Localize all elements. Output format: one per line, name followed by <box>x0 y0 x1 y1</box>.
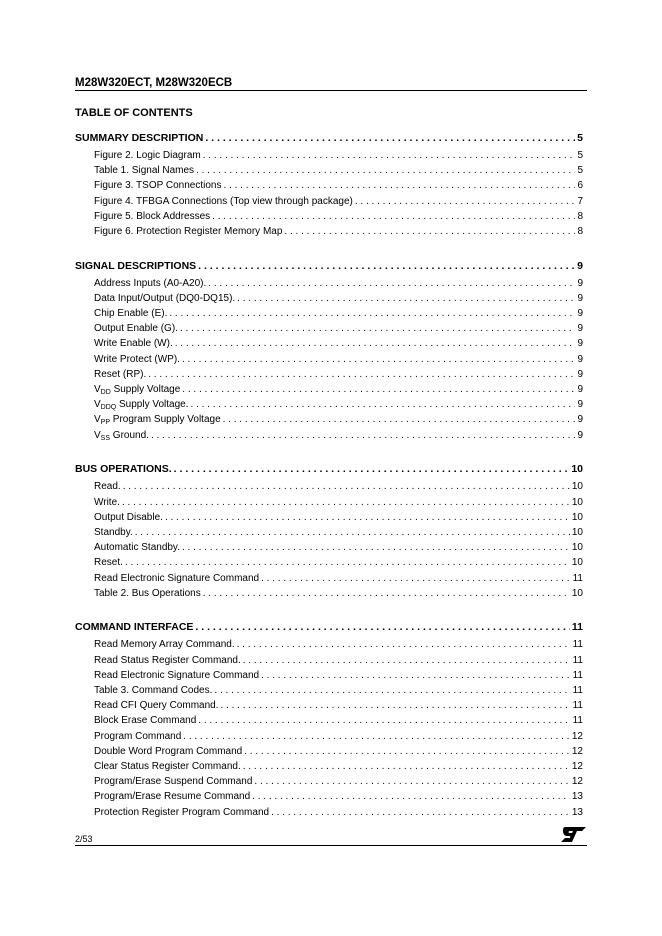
dot-leader <box>261 573 571 584</box>
toc-entry-label-subscript: SS <box>100 434 111 442</box>
toc-section-title: SUMMARY DESCRIPTION <box>75 132 204 144</box>
toc-page-number: 5 <box>577 150 583 161</box>
toc-entry[interactable] <box>75 512 583 527</box>
toc-entry[interactable] <box>75 715 583 730</box>
dot-leader <box>243 655 571 666</box>
document-title: M28W320ECT, M28W320ECB <box>75 77 233 89</box>
toc-entry-label <box>94 384 180 396</box>
toc-page-number: 11 <box>572 669 583 681</box>
toc-entry-label-subscript: DD <box>100 389 111 397</box>
toc-entry[interactable] <box>75 670 583 685</box>
toc-entry-label: Read. <box>94 481 121 493</box>
toc-entry[interactable] <box>75 278 583 293</box>
toc-entry[interactable] <box>75 481 583 496</box>
dot-leader <box>182 384 575 395</box>
toc-section <box>75 254 583 445</box>
toc-page-number: 9 <box>577 292 583 304</box>
toc-entry-label-prefix: V <box>94 429 101 441</box>
toc-page-number: 10 <box>571 463 583 476</box>
dot-leader <box>175 338 576 349</box>
toc-entry-label <box>94 430 149 442</box>
toc-entry-label: Protection Register Program Command <box>94 806 270 818</box>
dot-leader <box>165 512 570 523</box>
toc-section <box>75 126 583 241</box>
toc-entry-label-subscript: PP <box>100 419 111 427</box>
toc-entry-label: Figure 6. Protection Register Memory Map <box>94 225 283 237</box>
dot-leader <box>180 323 576 334</box>
toc-page-number: 11 <box>572 715 583 727</box>
toc-entry-label: Table 2. Bus Operations <box>94 587 201 599</box>
toc-page-number: 5 <box>577 165 583 177</box>
toc-page-number: 5 <box>577 132 583 144</box>
dot-leader <box>261 670 571 681</box>
toc-heading: TABLE OF CONTENTS <box>75 107 193 119</box>
toc-entry[interactable] <box>75 791 583 806</box>
toc-entry-label <box>94 399 189 411</box>
dot-leader <box>196 165 575 176</box>
toc-entry-label-prefix: V <box>94 414 101 426</box>
toc-entry-label: Program/Erase Suspend Command <box>94 776 253 788</box>
dot-leader <box>122 497 570 508</box>
dot-leader <box>221 700 571 711</box>
toc-page-number: 9 <box>577 368 583 380</box>
toc-page-number: 7 <box>577 195 583 207</box>
dot-leader <box>243 761 570 772</box>
toc-entry[interactable] <box>75 180 583 195</box>
toc-entry[interactable] <box>75 761 583 776</box>
toc-entry[interactable] <box>75 497 583 512</box>
toc-page-number: 8 <box>577 225 583 237</box>
toc-entry[interactable] <box>75 414 583 429</box>
table-of-contents <box>75 126 583 834</box>
toc-page-number: 12 <box>571 730 583 742</box>
toc-entry[interactable] <box>75 293 583 308</box>
toc-entry[interactable] <box>75 731 583 746</box>
toc-page-number: 10 <box>571 557 583 569</box>
toc-page-number: 6 <box>577 180 583 192</box>
toc-page-number: 11 <box>572 572 583 584</box>
toc-entry[interactable] <box>75 354 583 369</box>
toc-entry[interactable] <box>75 639 583 654</box>
toc-page-number: 9 <box>577 259 583 272</box>
toc-entry-label: Figure 5. Block Addresses <box>94 210 211 222</box>
toc-entry-label: Program/Erase Resume Command <box>94 791 251 803</box>
toc-entry-label: Chip Enable (E). <box>94 308 168 320</box>
toc-page-number: 11 <box>572 639 583 651</box>
toc-page-number: 12 <box>571 760 583 772</box>
toc-entry-label-suffix: Supply Voltage <box>110 384 181 396</box>
page-number: 2/53 <box>75 834 93 844</box>
dot-leader <box>151 430 576 441</box>
dot-leader <box>182 542 570 553</box>
toc-section-title: BUS OPERATIONS. <box>75 463 172 476</box>
toc-entry-label: Standby. <box>94 526 133 538</box>
dot-leader <box>198 715 570 726</box>
toc-entry-label-prefix: V <box>94 384 101 396</box>
toc-entry[interactable] <box>75 776 583 791</box>
toc-page-number: 12 <box>571 745 583 757</box>
dot-leader <box>203 150 576 161</box>
toc-page-number: 9 <box>577 277 583 289</box>
dot-leader <box>237 293 575 304</box>
toc-entry-label: Read CFI Query Command. <box>94 700 219 712</box>
toc-entry[interactable] <box>75 308 583 323</box>
dot-leader <box>169 308 575 319</box>
toc-page-number: 9 <box>577 338 583 350</box>
toc-page-number: 13 <box>571 806 583 818</box>
toc-page-number: 8 <box>577 210 583 222</box>
toc-page-number: 9 <box>577 323 583 335</box>
toc-entry-label: Table 3. Command Codes. <box>94 685 213 697</box>
toc-page-number: 11 <box>571 621 583 634</box>
toc-page-number: 9 <box>577 308 583 320</box>
toc-entry-label: Figure 3. TSOP Connections <box>94 180 222 192</box>
toc-entry-label: Block Erase Command <box>94 715 197 727</box>
toc-entry[interactable] <box>75 807 583 822</box>
toc-entry-label: Double Word Program Command <box>94 745 243 757</box>
dot-leader <box>205 132 575 144</box>
toc-section-entry[interactable] <box>75 126 583 150</box>
toc-entry[interactable] <box>75 226 583 241</box>
st-logo-icon <box>561 826 587 843</box>
toc-entry-label-suffix: Ground. <box>110 429 149 441</box>
dot-leader <box>203 588 570 599</box>
toc-page-number: 10 <box>571 526 583 538</box>
toc-entry[interactable] <box>75 557 583 572</box>
dot-leader <box>135 527 570 538</box>
dot-leader <box>284 226 575 237</box>
toc-page-number: 9 <box>577 353 583 365</box>
dot-leader <box>208 278 575 289</box>
toc-page-number: 9 <box>577 414 583 426</box>
toc-section <box>75 457 583 603</box>
toc-page-number: 11 <box>572 654 583 666</box>
toc-entry[interactable] <box>75 685 583 700</box>
toc-entry[interactable] <box>75 573 583 588</box>
toc-entry[interactable] <box>75 655 583 670</box>
footer-divider <box>75 845 587 846</box>
toc-entry-label: Read Memory Array Command. <box>94 639 235 651</box>
toc-entry-label: Address Inputs (A0-A20). <box>94 277 207 289</box>
toc-page-number: 10 <box>571 511 583 523</box>
dot-leader <box>191 399 576 410</box>
toc-entry-label-prefix: V <box>94 399 101 411</box>
toc-entry[interactable] <box>75 430 583 445</box>
toc-entry-label: Figure 2. Logic Diagram <box>94 150 201 161</box>
toc-entry-label: Read Status Register Command. <box>94 654 241 666</box>
toc-entry-label-subscript: DDQ <box>100 404 117 412</box>
toc-entry[interactable] <box>75 399 583 414</box>
toc-section-entry[interactable] <box>75 457 583 481</box>
toc-section-entry[interactable] <box>75 615 583 639</box>
toc-entry-label: Read Electronic Signature Command <box>94 572 260 584</box>
dot-leader <box>254 776 569 787</box>
toc-page-number: 10 <box>571 542 583 554</box>
toc-entry-label: Program Command <box>94 730 182 742</box>
toc-page-number: 9 <box>577 399 583 411</box>
dot-leader <box>252 791 570 802</box>
toc-entry[interactable] <box>75 323 583 338</box>
toc-entry-label: Automatic Standby. <box>94 542 180 554</box>
toc-entry-label: Write Protect (WP). <box>94 353 180 365</box>
toc-entry[interactable] <box>75 542 583 557</box>
toc-entry-label: Figure 4. TFBGA Connections (Top view through package) <box>94 195 353 207</box>
toc-entry[interactable] <box>75 384 583 399</box>
dot-leader <box>195 621 569 633</box>
dot-leader <box>271 807 570 818</box>
toc-section-title: COMMAND INTERFACE <box>75 621 194 634</box>
dot-leader <box>214 685 570 696</box>
dot-leader <box>174 463 570 475</box>
toc-page-number: 12 <box>571 776 583 788</box>
toc-entry-label <box>94 414 221 426</box>
dot-leader <box>183 731 570 742</box>
dot-leader <box>223 414 576 425</box>
toc-section <box>75 615 583 821</box>
dot-leader <box>125 557 570 568</box>
dot-leader <box>355 196 576 207</box>
toc-entry-label: Clear Status Register Command. <box>94 760 241 772</box>
toc-page-number: 11 <box>572 685 583 697</box>
toc-page-number: 10 <box>571 481 583 493</box>
toc-entry-label: Output Enable (G). <box>94 323 178 335</box>
toc-page-number: 9 <box>577 429 583 441</box>
toc-entry[interactable] <box>75 527 583 542</box>
toc-entry[interactable] <box>75 338 583 353</box>
dot-leader <box>212 211 575 222</box>
dot-leader <box>198 260 575 272</box>
toc-page-number: 9 <box>577 384 583 396</box>
toc-entry[interactable] <box>75 211 583 226</box>
toc-page-number: 10 <box>571 496 583 508</box>
dot-leader <box>123 481 570 492</box>
toc-section-title: SIGNAL DESCRIPTIONS <box>75 259 197 272</box>
toc-entry-label: Write. <box>94 496 120 508</box>
toc-entry-label-suffix: Supply Voltage. <box>116 399 189 411</box>
toc-entry-label: Reset (RP). <box>94 368 147 380</box>
header-divider <box>75 90 587 91</box>
toc-page-number: 11 <box>572 700 583 712</box>
toc-entry[interactable] <box>75 700 583 715</box>
dot-leader <box>237 639 571 650</box>
toc-page-number: 10 <box>571 587 583 599</box>
toc-entry-label: Table 1. Signal Names <box>94 165 195 177</box>
toc-entry-label-suffix: Program Supply Voltage <box>110 414 221 426</box>
toc-entry[interactable] <box>75 165 583 180</box>
toc-entry-label: Data Input/Output (DQ0-DQ15). <box>94 292 236 304</box>
dot-leader <box>244 746 570 757</box>
toc-entry-label: Output Disable. <box>94 511 163 523</box>
toc-entry[interactable] <box>75 369 583 384</box>
toc-entry[interactable] <box>75 150 583 165</box>
toc-entry[interactable] <box>75 746 583 761</box>
dot-leader <box>182 354 576 365</box>
dot-leader <box>223 180 575 191</box>
toc-entry-label: Reset. <box>94 557 123 569</box>
toc-entry[interactable] <box>75 588 583 603</box>
toc-entry-label: Read Electronic Signature Command <box>94 669 260 681</box>
dot-leader <box>148 369 575 380</box>
toc-section-entry[interactable] <box>75 254 583 278</box>
toc-entry[interactable] <box>75 196 583 211</box>
toc-page-number: 13 <box>571 791 583 803</box>
toc-entry-label: Write Enable (W). <box>94 338 173 350</box>
